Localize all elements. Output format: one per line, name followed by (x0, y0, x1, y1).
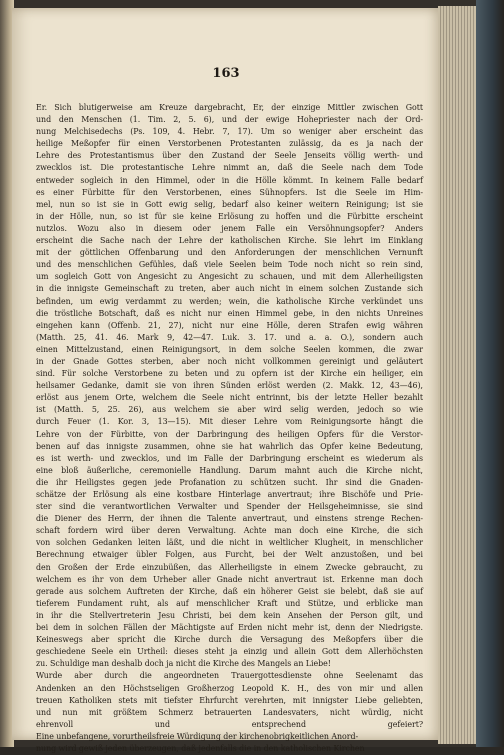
text-line: die tröstliche Botschaft, daß es nicht nur einen Himmel gebe, in den nichts Unreines (36, 308, 423, 318)
text-line: Wurde aber durch die angeordneten Trauergottesdienste ohne Seelenamt das (36, 671, 423, 681)
text-line: und nun mit größtem Schmerz betrauerten Landesvaters, nicht würdig, nicht (36, 707, 423, 717)
text-line: ehrenvoll und entsprechend gefeiert? (36, 719, 423, 729)
text-line: mel, nun so ist sie in Gott ewig selig, bedarf also keiner weitern Reinigung; ist sie (36, 199, 423, 209)
body-text (36, 102, 423, 755)
text-line: zwecklos ist. Die protestantische Lehre nimmt an, daß die Seele nach dem Tode (36, 163, 423, 173)
text-line: entweder sogleich in den Himmel, oder in die Hölle kömmt. In keinem Falle bedarf (36, 175, 423, 185)
text-line: es ist werth- und zwecklos, und im Falle der Darbringung erscheint es wiederum als (36, 453, 423, 463)
text-line: einen Mittelzustand, einen Reinigungsort, in dem solche Seelen kommen, die zwar (36, 344, 423, 354)
text-line: in der Gnade Gottes sterben, aber noch nicht vollkommen gereinigt und geläutert (36, 356, 423, 366)
text-line: mit der göttlichen Offenbarung und den Anforderungen der menschlichen Vernunft (36, 248, 423, 258)
text-line: (Matth. 25, 41. 46. Mark 9, 42—47. Luk. 3. 17. und a. a. O.), sondern auch (36, 332, 423, 342)
text-line: und des menschlichen Gefühles, daß viele Seelen beim Tode noch nicht so rein sind, (36, 260, 423, 270)
text-line: es einer Fürbitte für den Verstorbenen, eines Sühnopfers. Ist die Seele im Him- (36, 187, 423, 197)
text-line: befinden, um ewig verdammt zu werden; wein, die katholische Kirche verkündet uns (36, 296, 423, 306)
text-line: Andenken an den Höchstseligen Großherzog Leopold K. H., des von mir und allen (36, 683, 423, 693)
text-line: tieferem Fundament ruht, als auf menschlicher Kraft und Stütze, und erblicke man (36, 598, 423, 608)
text-line: geschiedene Seele ein Urtheil: dieses steht ja einzig und allein Gott dem Allerhöchsten (36, 647, 423, 657)
text-line: treuen Katholiken stets mit tiefster Ehrfurcht verehrten, mit innigster Liebe geliebten, (36, 695, 423, 705)
text-line: und den Menschen (1. Tim. 2, 5. 6), und der ewige Hohepriester nach der Ord- (36, 115, 423, 125)
text-line: in die innigste Gemeinschaft zu treten, aber auch nicht in einem solchen Zustande sich (36, 284, 423, 294)
text-line: den Großen der Erde einzubüßen, das Allerheiligste in einem Zwecke gebraucht, zu (36, 562, 423, 572)
text-line: Lehre von der Fürbitte, von der Darbringung des heiligen Opfers für die Verstor- (36, 429, 423, 439)
text-line: Er. Sich blutigerweise am Kreuze dargebracht, Er, der einzige Mittler zwischen Gott (36, 103, 423, 112)
text-line: erlöst aus jenem Orte, welchem die Seele nicht entrinnt, bis der letzte Heller bezahlt (36, 393, 423, 403)
text-line: sind. Für solche Verstorbene zu beten und zu opfern ist der Kirche ein heiliger, ein (36, 369, 423, 379)
text-line: Berechnung etwaiger übler Folgen, aus Furcht, bei der Welt anzustoßen, und bei (36, 550, 423, 560)
text-line: die ihr Heiligstes gegen jede Profanation zu schützen sucht. Ihr sind die Gnaden- (36, 477, 423, 487)
text-line: heilige Meßopfer für einen Verstorbenen Protestanten zulässig, da es ja nach der (36, 139, 423, 149)
text-line: erscheint die Sache nach der Lehre der katholischen Kirche. Sie lehrt im Einklang (36, 236, 423, 246)
text-line: heilsamer Gedanke, damit sie von ihren Sünden erlöst werden (2. Makk. 12, 43—46), (36, 381, 423, 391)
book-page (12, 8, 440, 753)
text-line: die Diener des Herrn, der ihnen die Talente anvertraut, und einstens strenge Rechen- (36, 514, 423, 524)
text-line: benen auf das innigste zusammen, ohne sie hat wahrlich das Opfer keine Bedeutung, (36, 441, 423, 451)
text-line: um sogleich Gott von Angesicht zu Angesicht zu schauen, und mit dem Allerheiligsten (36, 272, 423, 282)
text-line: Keineswegs aber spricht die Kirche durch die Versagung des Meßopfers über die (36, 635, 423, 645)
text-line: welchem es ihr von dem Urheber aller Gnade nicht anvertraut ist. Erkenne man doch (36, 574, 423, 584)
text-line: ist (Matth. 5, 25. 26), aus welchem sie aber wird selig werden, jedoch so wie (36, 405, 423, 415)
text-line: ster sind die verantwortlichen Verwalter und Spender der Heilsgeheimnisse, sie sind (36, 502, 423, 512)
text-line: zu. Schuldige man deshalb doch ja nicht die Kirche des Mangels an Liebe! (36, 659, 331, 669)
text-line: eingehen kann (Offenb. 21, 27), nicht nur eine Hölle, deren Strafen ewig währen (36, 320, 423, 330)
text-line: nung Melchisedechs (Ps. 109, 4. Hebr. 7, 17). Um so weniger aber erscheint das (36, 127, 423, 137)
page-number: 163 (212, 66, 240, 81)
text-line: schätze der Erlösung als eine kostbare Hinterlage anvertraut; ihre Bischöfe und Prie- (36, 490, 423, 499)
text-line: nung wird gewiß jeden überzeugen, daß jedenfalls die in den katholischen Kirchen (36, 743, 365, 753)
book-cover-edge (476, 0, 504, 747)
page-stack-edge (438, 6, 476, 744)
text-line: Lehre des Protestantismus über den Zustand der Seele Jenseits völlig werth- und (36, 151, 423, 161)
text-line: eine bloß äußerliche, ceremonielle Handlung. Darum mahnt auch die Kirche nicht, (36, 465, 423, 475)
text-line: bei dem in solchen Fällen der Mächtigste auf Erden nicht mehr ist, denn der Niedrigste. (36, 623, 423, 633)
text-line: Eine unbefangene, vorurtheilsfreie Würdigung der kirchenobrigkeitlichen Anord- (36, 731, 359, 741)
text-line: nutzlos. Wozu also in diesem oder jenem Falle ein Versöhnungsopfer? Anders (36, 223, 423, 233)
text-line: gerade aus solchem Auftreten der Kirche, daß ein höherer Geist sie belebt, daß sie auf (36, 586, 423, 596)
text-line: schaft fordern wird über deren Verwaltung. Achte man doch eine Kirche, die sich (36, 526, 423, 536)
text-line: von solchen Gedanken leiten läßt, und die nicht in weltlicher Klugheit, in menschlicher (36, 538, 423, 548)
text-line: in der Hölle, nun, so ist für sie keine Erlösung zu hoffen und die Fürbitte erscheint (36, 211, 423, 221)
text-line: durch Feuer (1. Kor. 3, 13—15). Mit dieser Lehre vom Reinigungsorte hängt die (36, 417, 423, 427)
text-line: in ihr die Stellvertreterin Jesu Christi, bei dem kein Ansehen der Person gilt, und (36, 610, 423, 620)
